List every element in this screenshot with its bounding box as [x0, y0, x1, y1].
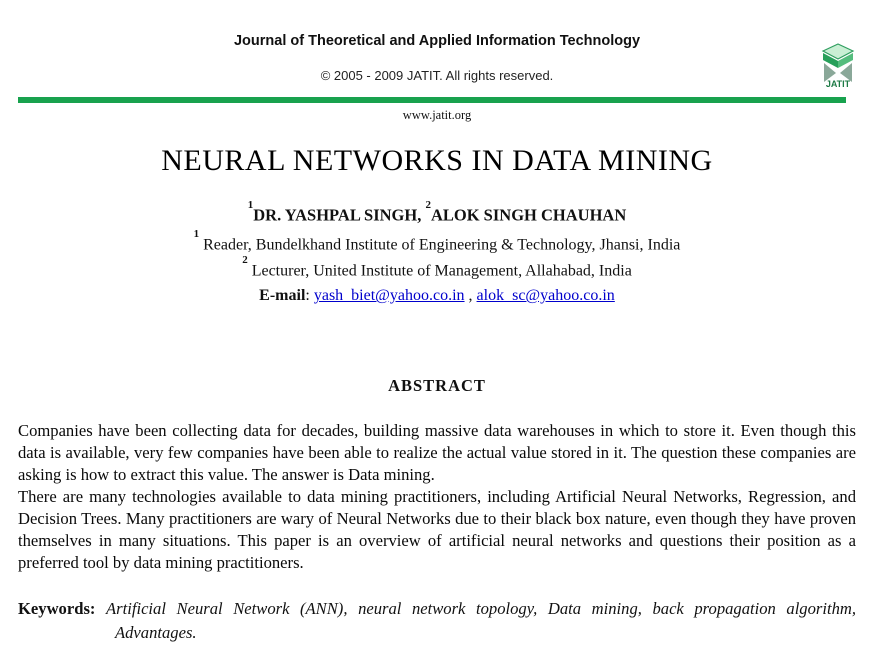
- affiliation-2: [0, 253, 874, 280]
- copyright-line: © 2005 - 2009 JATIT. All rights reserved.: [320, 68, 554, 83]
- abstract-heading: ABSTRACT: [388, 376, 486, 396]
- affiliation-1-text: Reader, Bundelkhand Institute of Engineering & Technology, Jhansi, India: [203, 235, 681, 253]
- email-separator: ,: [464, 287, 477, 305]
- email-link-1[interactable]: yash_biet@yahoo.co.in: [313, 287, 465, 305]
- affiliation-1: [0, 227, 874, 254]
- affiliation-2-text: Lecturer, United Institute of Management, Allahabad, India: [251, 262, 632, 280]
- email-label: E-mail: [259, 287, 306, 305]
- affiliation-2-sup: 2: [242, 253, 248, 266]
- author-1-name: DR. YASHPAL SINGH: [253, 205, 418, 225]
- keywords-line: [18, 597, 856, 645]
- email-link-2[interactable]: alok_sc@yahoo.co.in: [476, 287, 615, 305]
- abstract-paragraph-1: Companies have been collecting data for decades, building massive data warehouses in which to store it. Even though this data is available, very few companies have been able to realize the actual value stored in it. The question these companies are asking is how to extract this value. The answer is Data mining.: [18, 421, 856, 485]
- abstract-paragraph-2: There are many technologies available to data mining practitioners, including Artificial Neural Networks, Regression, and Decision Trees. Many practitioners are wary of Neural Networks due to their black box nature, even though they have proven themselves in many situations. This paper is an overview of artificial neural networks and questions their position as a preferred tool by data mining practitioners.: [18, 487, 856, 573]
- jatit-logo-icon: [815, 42, 861, 94]
- header-divider: [18, 97, 846, 103]
- affiliation-1-sup: 1: [193, 227, 200, 240]
- keywords-label: Keywords:: [18, 599, 96, 619]
- authors-separator: ,: [417, 205, 426, 225]
- jatit-logo-text: JATIT: [825, 79, 851, 89]
- authors-line: [0, 199, 874, 226]
- email-line: [0, 287, 874, 305]
- author-2-name: ALOK SINGH CHAUHAN: [430, 205, 627, 225]
- email-colon: :: [305, 287, 314, 305]
- journal-title: Journal of Theoretical and Applied Information Technology: [233, 33, 641, 49]
- author-2-sup: 2: [425, 199, 431, 211]
- paper-title: NEURAL NETWORKS IN DATA MINING: [161, 144, 713, 177]
- abstract-body: [18, 420, 856, 574]
- keywords-text: Artificial Neural Network (ANN), neural network topology, Data mining, back propagation algorithm, Advantages.: [106, 599, 857, 643]
- journal-website: www.jatit.org: [402, 108, 472, 122]
- author-1-sup: 1: [247, 199, 254, 211]
